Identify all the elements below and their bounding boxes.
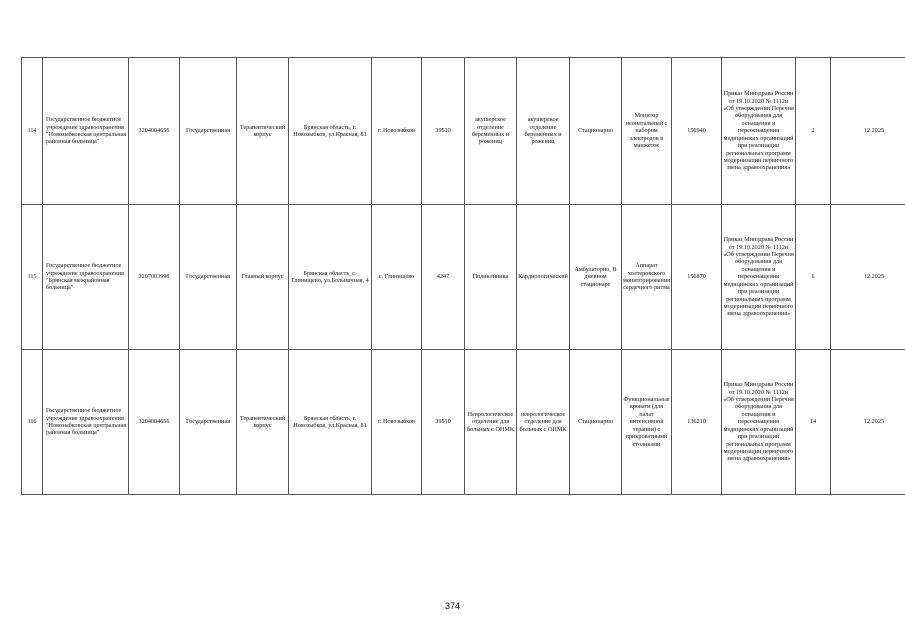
ownership-cell: Государственная	[180, 58, 237, 205]
delivery-date-cell: 12.2025	[831, 205, 905, 350]
address-cell: Брянская область, г. Новозыбков, ул.Красная, 81	[289, 350, 372, 495]
settlement-cell: г. Новозыбков	[372, 350, 422, 495]
subdivision-cell: Кардиологический	[517, 205, 570, 350]
organization-cell: Государственное бюджетное учреждение здравоохранения "Брянская межрайонная больница"	[43, 205, 129, 350]
care-form-cell: Амбулаторно, В дневном стационаре	[570, 205, 622, 350]
address-cell: Брянская область, г. Новозыбков, ул.Красная, 81	[289, 58, 372, 205]
inn-cell: 3204004656	[129, 58, 180, 205]
quantity-cell: 14	[796, 350, 831, 495]
ownership-cell: Государственная	[180, 205, 237, 350]
building-cell: Терапевтический корпус	[237, 350, 289, 495]
row-number-cell: 114	[22, 58, 43, 205]
equipment-registry-table	[21, 57, 905, 495]
population-cell: 4247	[422, 205, 465, 350]
settlement-cell: с. Глинищево	[372, 205, 422, 350]
equipment-cell: Функциональные кровати (для палат интенсивной терапии) с прикроватными столиками	[622, 350, 672, 495]
regulation-cell: Приказ Минздрава России от 19.10.2020 № 1112н «Об утверждении Перечня оборудования для оснащения и переоснащения медицинских организаций при реализации региональных программ модернизации первичного звена здравоохранения»	[722, 350, 796, 495]
settlement-cell: г. Новозыбков	[372, 58, 422, 205]
population-cell: 39510	[422, 58, 465, 205]
equipment-code-cell: 156870	[672, 205, 722, 350]
care-form-cell: Стационарно	[570, 350, 622, 495]
table-row	[22, 58, 905, 205]
equipment-cell: Монитор неонатальный с набором электродов и манжеток	[622, 58, 672, 205]
regulation-cell: Приказ Минздрава России от 19.10.2020 № 1112н «Об утверждении Перечня оборудования для оснащения и переоснащения медицинских организаций при реализации региональных программ модернизации первичного звена здравоохранения»	[722, 58, 796, 205]
department-cell: Поликлиника	[465, 205, 517, 350]
population-cell: 39510	[422, 350, 465, 495]
table-row	[22, 205, 905, 350]
inn-cell: 3204004656	[129, 350, 180, 495]
building-cell: Терапевтический корпус	[237, 58, 289, 205]
quantity-cell: 2	[796, 58, 831, 205]
delivery-date-cell: 12.2025	[831, 58, 905, 205]
ownership-cell: Государственная	[180, 350, 237, 495]
page-number: 374	[444, 601, 461, 611]
equipment-cell: Аппарат холтеровского мониторирования сердечного ритма	[622, 205, 672, 350]
subdivision-cell: акушерское отделение беременных и рожениц	[517, 58, 570, 205]
registry-table-container	[21, 57, 905, 495]
building-cell: Главный корпус	[237, 205, 289, 350]
regulation-cell: Приказ Минздрава России от 19.10.2020 № 1112н «Об утверждении Перечня оборудования для оснащения и переоснащения медицинских организаций при реализации региональных программ модернизации первичного звена здравоохранения»	[722, 205, 796, 350]
equipment-code-cell: 156940	[672, 58, 722, 205]
subdivision-cell: неврологическое отделение для больных с ОНМК	[517, 350, 570, 495]
address-cell: Брянская область, с. Глинищево, ул.Больничная, 4	[289, 205, 372, 350]
care-form-cell: Стационарно	[570, 58, 622, 205]
organization-cell: Государственное бюджетное учреждение здравоохранения "Новозыбковская центральная районная больница"	[43, 350, 129, 495]
row-number-cell: 115	[22, 205, 43, 350]
organization-cell: Государственное бюджетное учреждение здравоохранения "Новозыбковская центральная районная больница"	[43, 58, 129, 205]
row-number-cell: 116	[22, 350, 43, 495]
equipment-code-cell: 136210	[672, 350, 722, 495]
inn-cell: 3207003998	[129, 205, 180, 350]
department-cell: Неврологическое отделение для больных с ОНМК	[465, 350, 517, 495]
table-row	[22, 350, 905, 495]
delivery-date-cell: 12.2025	[831, 350, 905, 495]
quantity-cell: 6	[796, 205, 831, 350]
department-cell: акушерское отделение беременных и рожениц	[465, 58, 517, 205]
